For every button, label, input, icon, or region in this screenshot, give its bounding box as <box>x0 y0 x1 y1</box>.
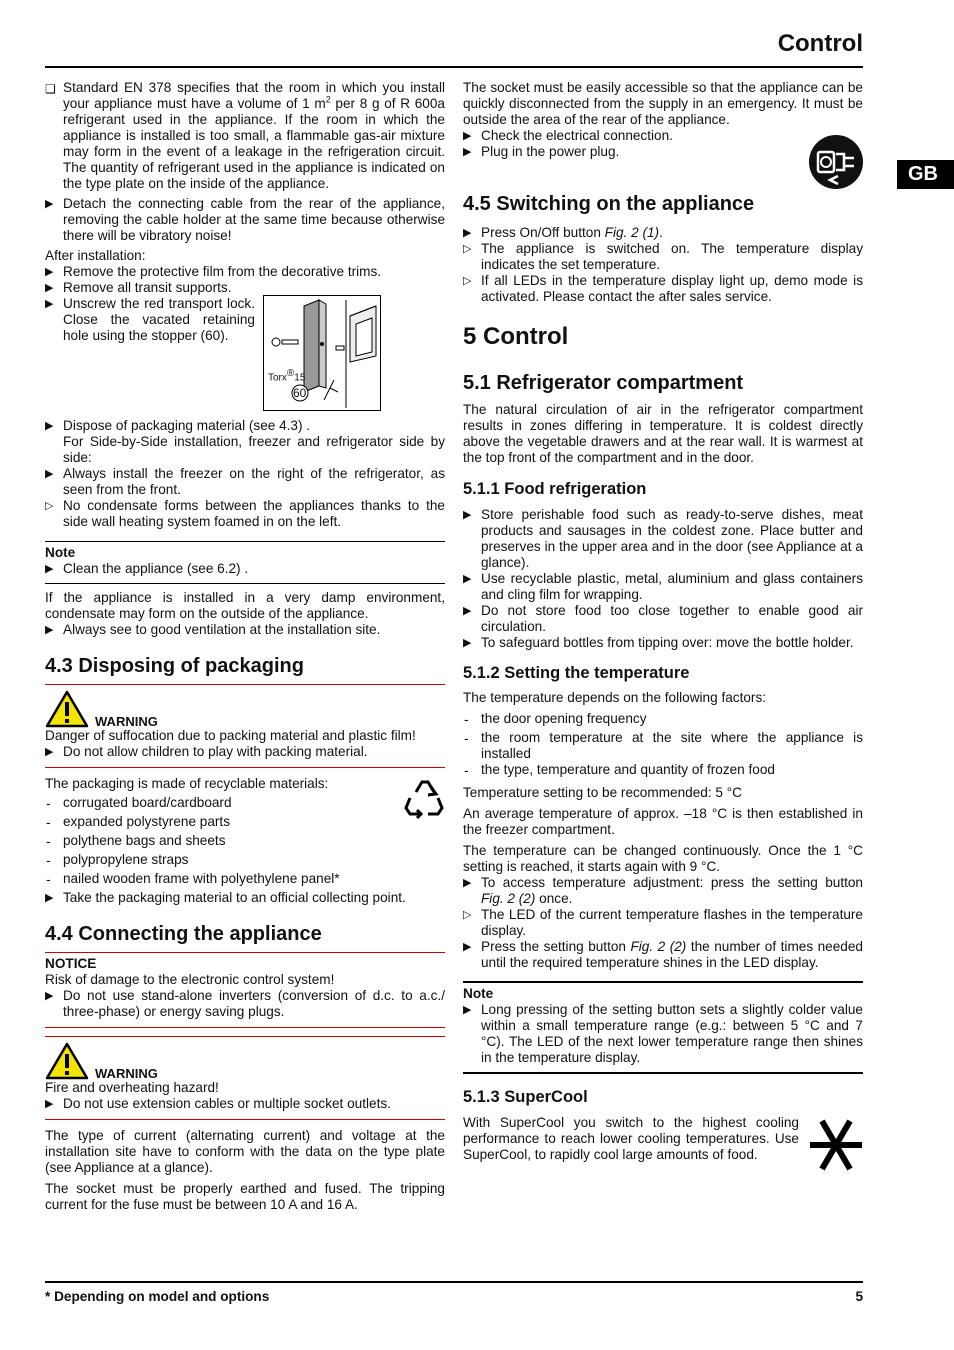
list-item: ▷ The LED of the current temperature flashes in the temperature display. <box>463 907 863 938</box>
list-item: ▶ Do not allow children to play with packing material. <box>45 744 368 759</box>
section-5-1-1-heading: 5.1.1 Food refrigeration <box>463 480 647 498</box>
section-4-5-heading: 4.5 Switching on the appliance <box>463 193 755 215</box>
arrow-bullet-icon: ▶ <box>45 1098 54 1110</box>
list-item: ▶ Unscrew the red transport lock. Close the vacated retaining hole using the stopper (60). <box>45 296 255 343</box>
result-triangle-icon: ▷ <box>463 909 472 921</box>
warning2-rule-top <box>45 1036 445 1037</box>
packaging-block <box>45 776 445 887</box>
arrow-bullet-icon: ▶ <box>463 227 472 239</box>
arrow-bullet-icon: ▶ <box>45 746 54 758</box>
list-item: - the type, temperature and quantity of frozen food <box>464 762 775 778</box>
list-item: ▶ Remove all transit supports. <box>45 280 232 295</box>
arrow-bullet-icon: ▶ <box>463 1004 472 1016</box>
notice-label: NOTICE <box>45 956 97 971</box>
list-item: - polythene bags and sheets <box>46 833 226 849</box>
list-item: ▶ To access temperature adjustment: press the setting button Fig. 2 (2) once. <box>463 875 863 906</box>
temp-depends-text: The temperature depends on the following factors: <box>463 690 767 705</box>
section-5-1-3-heading: 5.1.3 SuperCool <box>463 1088 588 1106</box>
right-column <box>463 80 863 1168</box>
recycling-icon <box>402 776 446 820</box>
list-item: - the door opening frequency <box>464 711 647 727</box>
standard-note: ❏ Standard EN 378 specifies that the room in which you install your appliance must have a volume of 1 $m^2$ per 8 g of R 600a refrigerant used in the appliance. If the room in which the appliance is installed is too small, a flammable gas-air mixture may form in the event of a leakage in the refrigeration circuit. The quantity of refrigerant used in the appliance is indicated on the type plate on the inside of the appliance. <box>45 80 445 191</box>
list-item: ▶ Plug in the power plug. <box>463 144 620 159</box>
recyclable-text: The packaging is made of recyclable materials: <box>45 776 329 791</box>
list-item: - the room temperature at the site where the appliance is installed <box>464 730 863 761</box>
list-item: ▶ Press the setting button Fig. 2 (2) the number of times needed until the required temperature shines in the LED display. <box>463 939 863 970</box>
list-item: ▶ Detach the connecting cable from the rear of the appliance, removing the cable holder at the same time because otherwise there will be vibratory noise! <box>45 196 445 243</box>
arrow-bullet-icon: ▶ <box>45 420 54 432</box>
arrow-bullet-icon: ▶ <box>45 298 54 310</box>
list-item: ▶ Press On/Off button Fig. 2 (1). <box>463 225 663 240</box>
note-title: Note <box>463 986 494 1001</box>
damp-paragraph: If the appliance is installed in a very damp environment, condensate may form on the outside of the appliance. <box>45 590 445 621</box>
temp-recommended-text: Temperature setting to be recommended: 5 °C <box>463 785 742 800</box>
section-5-1-2-heading: 5.1.2 Setting the temperature <box>463 664 690 682</box>
page-header-title: Control <box>777 30 863 57</box>
notice-rule-top <box>45 952 445 953</box>
arrow-bullet-icon: ▶ <box>463 573 472 585</box>
page-number: 5 <box>855 1289 863 1304</box>
fire-hazard-text: Fire and overheating hazard! <box>45 1080 219 1095</box>
transport-lock-figure <box>263 295 381 411</box>
list-item: ▶ Always see to good ventilation at the installation site. <box>45 622 381 637</box>
arrow-bullet-icon: ▶ <box>463 605 472 617</box>
result-triangle-icon: ▷ <box>463 275 472 287</box>
transport-lock-illustration <box>264 296 380 410</box>
list-item: ▶ Always install the freezer on the right of the refrigerator, as seen from the front. <box>45 466 445 497</box>
warning2-rule-bottom <box>45 1119 445 1120</box>
note-title: Note <box>45 545 76 560</box>
note-rule-top <box>463 981 863 983</box>
list-item: ▷ The appliance is switched on. The temperature display indicates the set temperature. <box>463 241 863 272</box>
section-5-1-heading: 5.1 Refrigerator compartment <box>463 372 744 394</box>
supercool-icon <box>808 1117 864 1173</box>
result-triangle-icon: ▷ <box>45 500 54 512</box>
avg-temp-paragraph: An average temperature of approx. –18 °C is then established in the freezer compartment. <box>463 806 863 837</box>
arrow-bullet-icon: ▶ <box>463 146 472 158</box>
arrow-bullet-icon: ▶ <box>45 563 54 575</box>
warning-icon <box>45 1042 89 1080</box>
section-4-4-heading: 4.4 Connecting the appliance <box>45 923 322 945</box>
natural-circulation-paragraph: The natural circulation of air in the refrigerator compartment results in zones differing in temperature. It is coldest directly above the vegetable drawers and at the rear wall. It is warmest at the top front of the compartment and in the door. <box>463 402 863 465</box>
arrow-bullet-icon: ▶ <box>45 892 54 904</box>
list-item: ▷ If all LEDs in the temperature display light up, demo mode is activated. Please contact the after sales service. <box>463 273 863 304</box>
list-item: ▶ To safeguard bottles from tipping over: move the bottle holder. <box>463 635 854 650</box>
list-item: ▶ Long pressing of the setting button sets a slightly colder value within a small temperature range (e.g.: between 5 °C and 7 °C). The LED of the next lower temperature range then shines in the temperature display. <box>463 1002 863 1065</box>
supercool-block <box>463 1115 863 1163</box>
list-item: ▶ Store perishable food such as ready-to-serve dishes, meat products and sausages in the coldest zone. Place butter and preserves in the upper area and in the door (see Appliance at a glance). <box>463 507 863 570</box>
warning-rule-top <box>45 684 445 685</box>
arrow-bullet-icon: ▶ <box>45 198 54 210</box>
socket-access-paragraph: The socket must be easily accessible so that the appliance can be quickly disconnected from the supply in an emergency. It must be outside the area of the rear of the appliance. <box>463 80 863 127</box>
warning-box <box>45 688 445 728</box>
list-item: - polypropylene straps <box>46 852 189 868</box>
list-item: ▶ Do not use stand-alone inverters (conversion of d.c. to a.c./ three-phase) or energy saving plugs. <box>45 988 445 1019</box>
arrow-bullet-icon: ▶ <box>463 941 472 953</box>
warning-box <box>45 1040 445 1080</box>
list-item: ▶ Do not store food too close together to enable good air circulation. <box>463 603 863 634</box>
note-rule-bottom <box>45 583 445 584</box>
current-type-paragraph: The type of current (alternating current) and voltage at the installation site have to conform with the data on the type plate (see Appliance at a glance). <box>45 1128 445 1175</box>
arrow-bullet-icon: ▶ <box>463 509 472 521</box>
list-item: ▶ Dispose of packaging material (see 4.3) . For Side-by-Side installation, freezer and refrigerator side by side: <box>45 418 445 465</box>
language-tab: GB <box>897 160 954 189</box>
note-rule-top <box>45 541 445 542</box>
footer-rule <box>45 1281 863 1283</box>
supercool-paragraph: With SuperCool you switch to the highest cooling performance to reach lower cooling temperatures. Use SuperCool, to rapidly cool large amounts of food. <box>463 1115 799 1162</box>
transport-lock-block <box>45 296 445 418</box>
arrow-bullet-icon: ▶ <box>463 130 472 142</box>
arrow-bullet-icon: ▶ <box>45 990 54 1002</box>
notice-text: Risk of damage to the electronic control system! <box>45 972 335 987</box>
arrow-bullet-icon: ▶ <box>45 468 54 480</box>
temp-continuous-paragraph: The temperature can be changed continuously. Once the 1 °C setting is reached, it starts again with 9 °C. <box>463 843 863 874</box>
note-rule-bottom <box>463 1072 863 1074</box>
list-item: ▷ No condensate forms between the appliances thanks to the side wall heating system foamed in on the left. <box>45 498 445 529</box>
warning-label: WARNING <box>95 714 158 729</box>
list-item: ▶ Clean the appliance (see 6.2) . <box>45 561 249 576</box>
list-item: ▶ Remove the protective film from the decorative trims. <box>45 264 382 279</box>
list-item: ▶ Take the packaging material to an official collecting point. <box>45 890 406 905</box>
section-4-3-heading: 4.3 Disposing of packaging <box>45 655 304 677</box>
checkbox-icon: ❏ <box>45 82 56 96</box>
footnote: * Depending on model and options <box>45 1289 270 1304</box>
list-item: ▶ Use recyclable plastic, metal, aluminium and glass containers and cling film for wrapping. <box>463 571 863 602</box>
left-column <box>45 80 445 1218</box>
notice-rule-bottom <box>45 1027 445 1028</box>
warning-label: WARNING <box>95 1066 158 1081</box>
warning-icon <box>45 690 89 728</box>
torx-label: Torx®15 <box>268 368 306 384</box>
arrow-bullet-icon: ▶ <box>463 877 472 889</box>
list-item: - expanded polystyrene parts <box>46 814 231 830</box>
socket-block <box>463 80 863 192</box>
list-item: ▶ Check the electrical connection. <box>463 128 673 143</box>
arrow-bullet-icon: ▶ <box>45 282 54 294</box>
list-item: ▶ Do not use extension cables or multiple socket outlets. <box>45 1096 391 1111</box>
result-triangle-icon: ▷ <box>463 243 472 255</box>
arrow-bullet-icon: ▶ <box>45 624 54 636</box>
arrow-bullet-icon: ▶ <box>463 637 472 649</box>
stopper-label: 60 <box>293 386 307 400</box>
chapter-5-heading: 5 Control <box>463 323 569 350</box>
after-install-label: After installation: <box>45 248 146 263</box>
power-plug-icon <box>808 134 864 190</box>
arrow-bullet-icon: ▶ <box>45 266 54 278</box>
suffocation-text: Danger of suffocation due to packing material and plastic film! <box>45 728 416 743</box>
list-item: - nailed wooden frame with polyethylene panel* <box>46 871 340 887</box>
warning-rule-bottom <box>45 767 445 768</box>
list-item: - corrugated board/cardboard <box>46 795 232 811</box>
socket-earthed-paragraph: The socket must be properly earthed and fused. The tripping current for the fuse must be between 10 A and 16 A. <box>45 1181 445 1212</box>
header-rule <box>45 66 863 68</box>
